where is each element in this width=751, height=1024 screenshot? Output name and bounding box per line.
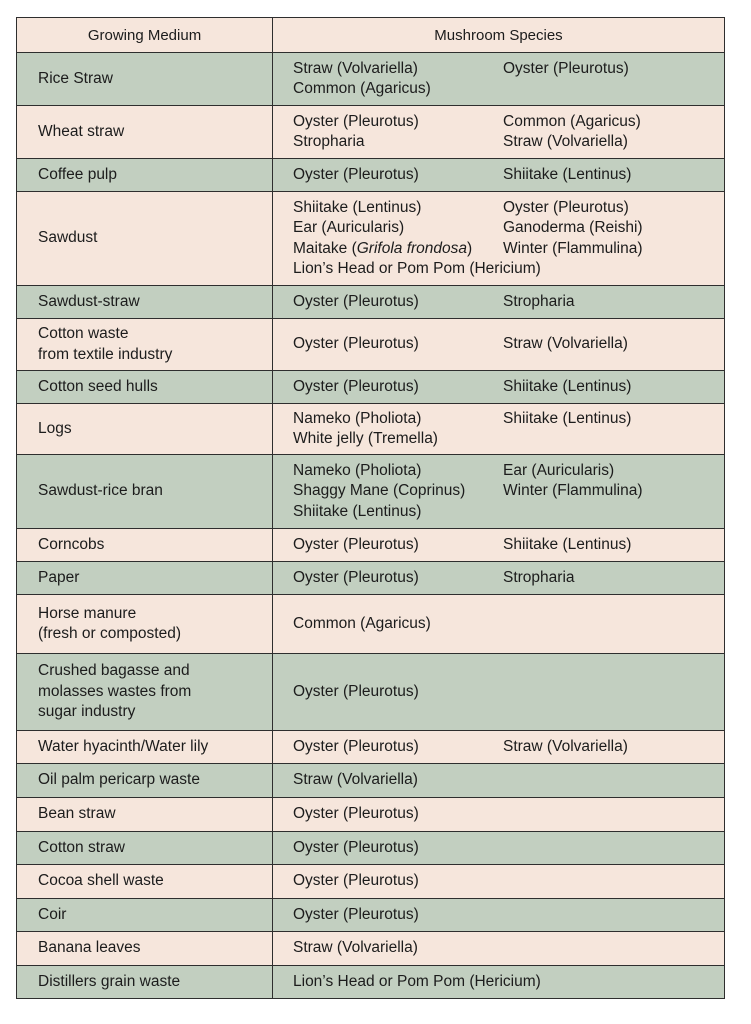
table-row: [17, 159, 725, 192]
species-item: Oyster (Pleurotus): [293, 805, 419, 823]
species-item: Straw (Volvariella): [503, 737, 628, 755]
species-item: Nameko (Pholiota): [293, 461, 422, 479]
species-item: Ganoderma (Reishi): [503, 219, 643, 236]
table-row: [17, 764, 725, 798]
species-item: White jelly (Tremella): [293, 430, 438, 447]
species-item: Winter (Flammulina): [503, 482, 643, 500]
species-item: Oyster (Pleurotus): [293, 568, 419, 586]
species-item: Oyster (Pleurotus): [293, 872, 419, 890]
species-item: Shiitake (Lentinus): [293, 502, 422, 520]
medium-cell: Sawdust-straw: [17, 286, 273, 319]
species-item: Common (Agaricus): [293, 614, 431, 632]
species-item: Oyster (Pleurotus): [503, 59, 629, 77]
species-item: Shiitake (Lentinus): [503, 165, 632, 183]
species-cell: [273, 932, 725, 966]
species-item: Common (Agaricus): [293, 80, 431, 97]
species-item: Oyster (Pleurotus): [293, 292, 419, 310]
table-row: [17, 899, 725, 932]
species-cell: [273, 404, 725, 455]
medium-cell: Crushed bagasse and molasses wastes from sugar industry: [17, 654, 273, 731]
species-item: Maitake (Grifola frondosa): [293, 239, 473, 257]
header-growing-medium: Growing Medium: [17, 18, 273, 53]
species-item: Shiitake (Lentinus): [503, 535, 632, 553]
species-item: Oyster (Pleurotus): [293, 535, 419, 553]
species-cell: [273, 106, 725, 159]
table-row: [17, 53, 725, 106]
species-item: Stropharia: [503, 292, 575, 310]
medium-cell: Corncobs: [17, 529, 273, 562]
mushroom-growing-table: [16, 17, 725, 999]
species-item: Ear (Auricularis): [293, 219, 405, 236]
species-item: Oyster (Pleurotus): [293, 112, 419, 130]
table-row: [17, 865, 725, 899]
medium-cell: Rice Straw: [17, 53, 273, 106]
species-item: Straw (Volvariella): [503, 133, 628, 150]
species-item: Oyster (Pleurotus): [293, 377, 419, 395]
medium-cell: Coffee pulp: [17, 159, 273, 192]
species-cell: [273, 562, 725, 595]
species-item: Shiitake (Lentinus): [293, 198, 422, 216]
species-item: Common (Agaricus): [503, 112, 641, 130]
table-row: [17, 529, 725, 562]
medium-cell: Water hyacinth/Water lily: [17, 731, 273, 764]
species-item: Oyster (Pleurotus): [293, 335, 419, 353]
species-cell: [273, 371, 725, 404]
species-item: Oyster (Pleurotus): [293, 905, 419, 923]
species-cell: [273, 966, 725, 999]
species-item: Lion’s Head or Pom Pom (Hericium): [293, 260, 541, 277]
species-item: Winter (Flammulina): [503, 239, 643, 257]
species-item: Oyster (Pleurotus): [293, 165, 419, 183]
table-row: [17, 731, 725, 764]
medium-cell: Logs: [17, 404, 273, 455]
medium-cell: Distillers grain waste: [17, 966, 273, 999]
table-row: [17, 404, 725, 455]
table-row: [17, 562, 725, 595]
species-item: Shiitake (Lentinus): [503, 377, 632, 395]
species-cell: [273, 529, 725, 562]
species-cell: [273, 455, 725, 529]
species-item: Lion’s Head or Pom Pom (Hericium): [293, 972, 541, 990]
species-cell: [273, 899, 725, 932]
table-row: [17, 832, 725, 865]
species-item: Oyster (Pleurotus): [293, 682, 419, 700]
species-cell: [273, 865, 725, 899]
species-item: Stropharia: [293, 133, 365, 150]
species-cell: [273, 654, 725, 731]
table-row: [17, 371, 725, 404]
medium-cell: Wheat straw: [17, 106, 273, 159]
species-item: Straw (Volvariella): [293, 59, 418, 77]
medium-cell: Cotton straw: [17, 832, 273, 865]
species-cell: [273, 595, 725, 654]
species-item: Oyster (Pleurotus): [293, 838, 419, 856]
species-item: Shiitake (Lentinus): [503, 409, 632, 427]
medium-cell: Cotton seed hulls: [17, 371, 273, 404]
medium-cell: Coir: [17, 899, 273, 932]
species-cell: [273, 192, 725, 286]
medium-cell: Bean straw: [17, 798, 273, 832]
table-row: [17, 654, 725, 731]
header-row: [17, 18, 725, 53]
species-item: Shaggy Mane (Coprinus): [293, 482, 466, 500]
species-item: Stropharia: [503, 568, 575, 586]
species-cell: [273, 764, 725, 798]
medium-cell: Oil palm pericarp waste: [17, 764, 273, 798]
header-mushroom-species: Mushroom Species: [273, 18, 725, 53]
medium-cell: Horse manure (fresh or composted): [17, 595, 273, 654]
table-row: [17, 932, 725, 966]
table-row: [17, 192, 725, 286]
table-row: [17, 286, 725, 319]
medium-cell: Banana leaves: [17, 932, 273, 966]
species-item: Straw (Volvariella): [293, 771, 418, 789]
medium-cell: Paper: [17, 562, 273, 595]
medium-cell: Sawdust-rice bran: [17, 455, 273, 529]
species-cell: [273, 159, 725, 192]
medium-cell: Cotton waste from textile industry: [17, 319, 273, 371]
medium-cell: Cocoa shell waste: [17, 865, 273, 899]
species-cell: [273, 319, 725, 371]
table-row: [17, 455, 725, 529]
species-item: Ear (Auricularis): [503, 461, 615, 479]
table-row: [17, 319, 725, 371]
species-item: Straw (Volvariella): [293, 939, 418, 957]
table-row: [17, 595, 725, 654]
species-item: Straw (Volvariella): [503, 335, 628, 353]
species-cell: [273, 798, 725, 832]
table-row: [17, 966, 725, 999]
species-cell: [273, 731, 725, 764]
medium-cell: Sawdust: [17, 192, 273, 286]
table-row: [17, 798, 725, 832]
species-cell: [273, 286, 725, 319]
species-cell: [273, 832, 725, 865]
species-cell: [273, 53, 725, 106]
species-item: Oyster (Pleurotus): [503, 198, 629, 216]
table-row: [17, 106, 725, 159]
species-item: Nameko (Pholiota): [293, 409, 422, 427]
species-item: Oyster (Pleurotus): [293, 737, 419, 755]
